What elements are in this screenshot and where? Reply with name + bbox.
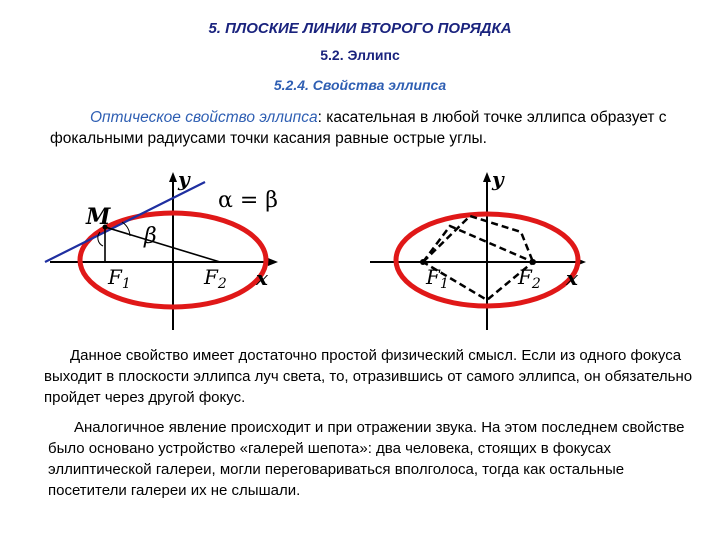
beta-label: β (144, 224, 157, 249)
chapter-title: 5. ПЛОСКИЕ ЛИНИИ ВТОРОГО ПОРЯДКА (208, 20, 512, 37)
subsection-title: 5.2.4. Свойства эллипса (273, 77, 447, 93)
figures (0, 168, 720, 338)
right-focus-2-label: $F_2$ (518, 265, 541, 292)
gallery-paragraph (48, 417, 698, 501)
left-x-arrow-icon (268, 258, 278, 266)
optical-property-paragraph (50, 107, 680, 149)
optical-property-text: : касательная в любой точке эллипса образует с фокальными радиусами точки касания равные острые углы. (50, 109, 667, 147)
gallery-paragraph-text: Аналогичное явление происходит и при отражении звука. На этом последнем свойстве было основано устройство «галерей шепота»: два человека, стоящих в фокусах эллиптической галереи, могли переговариваться вполголоса, тогда как остальные посетители галереи их не слышали. (48, 419, 685, 499)
right-figure (370, 168, 586, 330)
right-x-label: x (566, 266, 578, 290)
physics-paragraph-text: Данное свойство имеет достаточно простой физический смысл. Если из одного фокуса выходит в плоскости эллипса луч света, то, отразившись от самого эллипса, он обязательно пройдет через другой фокус. (44, 347, 693, 406)
left-y-arrow-icon (169, 172, 177, 182)
physics-paragraph (44, 345, 694, 408)
optical-property-lead: Оптическое свойство эллипса (90, 109, 318, 126)
left-focus-2-label: $F_2$ (204, 265, 227, 292)
alpha-equals-beta-formula: α = β (218, 188, 278, 213)
left-focus-1-label: $F_1$ (108, 265, 131, 292)
section-title: 5.2. Эллипс (320, 47, 400, 63)
left-figure (45, 168, 278, 330)
point-m-label: M (86, 204, 111, 230)
right-y-label: y (492, 168, 504, 191)
left-y-label: y (178, 168, 190, 191)
focal-radius-2 (105, 227, 220, 262)
right-y-arrow-icon (483, 172, 491, 182)
left-x-label: x (256, 266, 268, 290)
right-focus-1-label: $F_1$ (426, 265, 449, 292)
